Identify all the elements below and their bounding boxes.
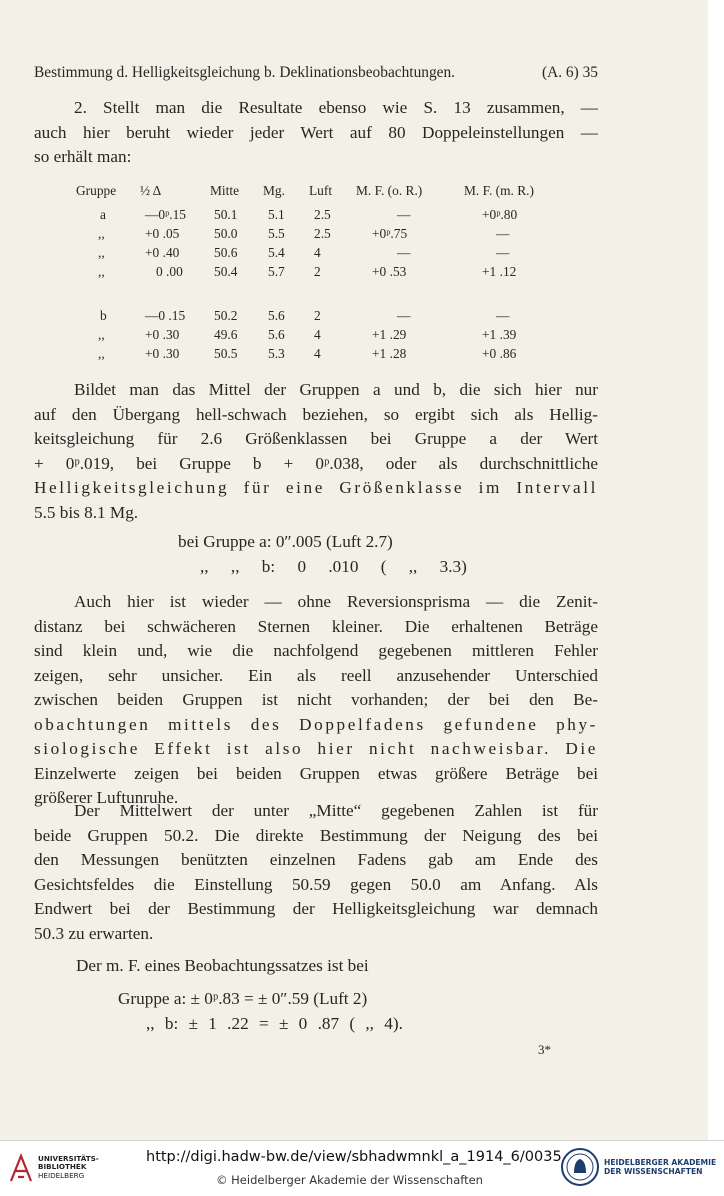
table-cell: b <box>100 308 107 323</box>
col-header-mf-mit: M. F. (m. R.) <box>464 183 534 198</box>
table-cell: ,, <box>98 327 105 342</box>
text-line: sind klein und, wie die nachfolgend gegebenen mittleren Fehler <box>34 641 598 660</box>
col-header-gruppe: Gruppe <box>76 183 117 198</box>
text-line: distanz bei schwächeren Sternen kleiner. Die erhaltenen Beträge <box>34 616 598 636</box>
text-line: so erhält man: <box>34 147 132 166</box>
table-cell: 50.5 <box>214 346 238 361</box>
library-name-line: UNIVERSITÄTS- <box>38 1154 99 1163</box>
academy-seal-icon <box>560 1147 600 1187</box>
table-cell: 5.1 <box>268 207 285 222</box>
table-cell: ,, <box>98 346 105 361</box>
text-line: obachtungen mittels des Doppelfadens gefundene phy- <box>34 714 598 734</box>
text-line: beide Gruppen 50.2. Die direkte Bestimmung der Neigung des bei <box>34 825 598 845</box>
table-cell: — <box>397 308 411 323</box>
table-cell: ,, <box>98 245 105 260</box>
table-cell: 50.6 <box>214 245 238 260</box>
text-line: Helligkeitsgleichung für eine Größenklasse im Intervall <box>34 478 598 497</box>
table-cell: — <box>496 226 510 241</box>
paragraph-mean-error: Der m. F. eines Beobachtungssatzes ist bei <box>76 956 369 975</box>
permalink-url[interactable]: http://digi.hadw-bw.de/view/sbhadwmnkl_a_1914_6/0035 <box>146 1149 562 1165</box>
library-name-line: HEIDELBERG <box>38 1170 85 1180</box>
table-cell: 2 <box>314 308 321 323</box>
text-line: größerer Luftunruhe. <box>34 788 179 807</box>
table-cell: 49.6 <box>214 327 238 342</box>
col-header-mg: Mg. <box>263 183 285 198</box>
table-cell: 50.2 <box>214 308 238 323</box>
table-cell: 0 .00 <box>156 264 183 279</box>
col-header-luft: Luft <box>309 183 333 198</box>
text-line: + 0ᵖ.019, bei Gruppe b + 0ᵖ.038, oder als durchschnittliche <box>34 453 598 473</box>
text-line: Auch hier ist wieder — ohne Reversionsprisma — die Zenit- <box>74 592 598 611</box>
section-label: (A. 6) <box>541 64 579 81</box>
table-cell: +1 .28 <box>372 346 407 361</box>
col-header-mitte: Mitte <box>210 183 240 198</box>
equation-line: ,, ,, b: 0 .010 ( ,, 3.3) <box>200 557 467 576</box>
text-line: Der Mittelwert der unter „Mitte“ gegebenen Zahlen ist für <box>74 801 598 820</box>
table-cell: 2 <box>314 264 321 279</box>
library-name-line: BIBLIOTHEK <box>38 1162 87 1172</box>
col-header-mf-ohne: M. F. (o. R.) <box>356 183 423 198</box>
running-header <box>34 64 598 82</box>
intro-paragraph <box>34 96 598 170</box>
table-cell: 4 <box>314 327 321 342</box>
paragraph-zenith <box>34 590 598 811</box>
table-cell: ,, <box>98 264 105 279</box>
table-cell: —0 .15 <box>145 308 186 323</box>
equation-line: Gruppe a: ± 0ᵖ.83 = ± 0″.59 (Luft 2) <box>118 989 368 1008</box>
table-cell: +1 .39 <box>482 327 517 342</box>
table-cell: +1 .12 <box>482 264 517 279</box>
table-cell: 4 <box>314 346 321 361</box>
table-cell: +0ᵖ.80 <box>482 207 518 222</box>
table-cell: — <box>397 245 411 260</box>
table-cell: +0 .30 <box>145 327 180 342</box>
text-line: keitsgleichung für 2.6 Größenklassen bei Gruppe a der Wert <box>34 429 598 448</box>
text-line: 5.5 bis 8.1 Mg. <box>34 502 139 522</box>
text-line: zeigen, sehr unsicher. Ein als reell anzusehender Unterschied <box>34 665 598 685</box>
text-line: den Messungen benützten einzelnen Fadens gab am Ende des <box>34 850 598 869</box>
table-cell: +0 .40 <box>145 245 180 260</box>
signature-mark: 3* <box>538 1042 551 1057</box>
table-cell: +0 .53 <box>372 264 407 279</box>
col-header-half-delta: ½ Δ <box>140 183 162 198</box>
table-cell: 50.4 <box>214 264 238 279</box>
table-cell: 5.6 <box>268 327 285 342</box>
table-cell: a <box>100 207 106 222</box>
library-name <box>38 1155 99 1180</box>
table-cell: —0ᵖ.15 <box>145 207 186 222</box>
table-cell: 4 <box>314 245 321 260</box>
table-cell: 2.5 <box>314 226 331 241</box>
equation-line: ,, b: ± 1 .22 = ± 0 .87 ( ,, 4). <box>146 1014 403 1033</box>
text-line: 50.3 zu erwarten. <box>34 923 154 943</box>
text-line: auf den Übergang hell-schwach beziehen, so ergibt sich als Hellig- <box>34 404 598 424</box>
running-title: Bestimmung d. Helligkeitsgleichung b. Deklinationsbeobachtungen. <box>34 64 456 81</box>
text-line: Einzelwerte zeigen bei beiden Gruppen etwas größere Beträge bei <box>34 763 598 783</box>
academy-name-line: HEIDELBERGER AKADEMIE <box>604 1158 717 1167</box>
text-line: Gesichtsfeldes die Einstellung 50.59 gegen 50.0 am Anfang. Als <box>34 874 598 894</box>
text-line: zwischen beiden Gruppen ist nicht vorhanden; der bei den Be- <box>34 690 598 709</box>
table-cell: 2.5 <box>314 207 331 222</box>
page-edge <box>708 0 716 1140</box>
table-cell: 50.0 <box>214 226 238 241</box>
table-cell: +0ᵖ.75 <box>372 226 408 241</box>
table-cell: 50.1 <box>214 207 238 222</box>
table-cell: 5.3 <box>268 346 285 361</box>
table-cell: — <box>397 207 411 222</box>
table-cell: +1 .29 <box>372 327 407 342</box>
table-cell: ,, <box>98 226 105 241</box>
page-number: 35 <box>582 64 598 81</box>
paragraph-mean-groups <box>34 378 598 525</box>
copyright-notice: © Heidelberger Akademie der Wissenschaften <box>216 1173 483 1187</box>
paragraph-mitte <box>34 799 598 946</box>
table-cell: +0 .05 <box>145 226 180 241</box>
text-line: siologische Effekt ist also hier nicht nachweisbar. Die <box>34 739 598 758</box>
table-cell: +0 .30 <box>145 346 180 361</box>
table-cell: 5.6 <box>268 308 285 323</box>
table-cell: 5.7 <box>268 264 285 279</box>
library-logo-icon <box>8 1153 34 1183</box>
footer-bar <box>0 1140 724 1196</box>
table-cell: +0 .86 <box>482 346 517 361</box>
academy-name-line: DER WISSENSCHAFTEN <box>604 1167 703 1176</box>
text-line: 2. Stellt man die Resultate ebenso wie S. 13 zusammen, — <box>74 98 598 117</box>
table-cell: 5.4 <box>268 245 285 260</box>
table-cell: — <box>496 245 510 260</box>
academy-name <box>604 1158 716 1176</box>
text-line: Bildet man das Mittel der Gruppen a und b, die sich hier nur <box>74 380 598 399</box>
table-cell: 5.5 <box>268 226 285 241</box>
text-line: auch hier beruht wieder jeder Wert auf 80 Doppeleinstellungen — <box>34 122 598 142</box>
text-line: Endwert bei der Bestimmung der Helligkeitsgleichung war demnach <box>34 899 598 918</box>
table-cell: — <box>496 308 510 323</box>
equation-line: bei Gruppe a: 0″.005 (Luft 2.7) <box>178 532 393 551</box>
